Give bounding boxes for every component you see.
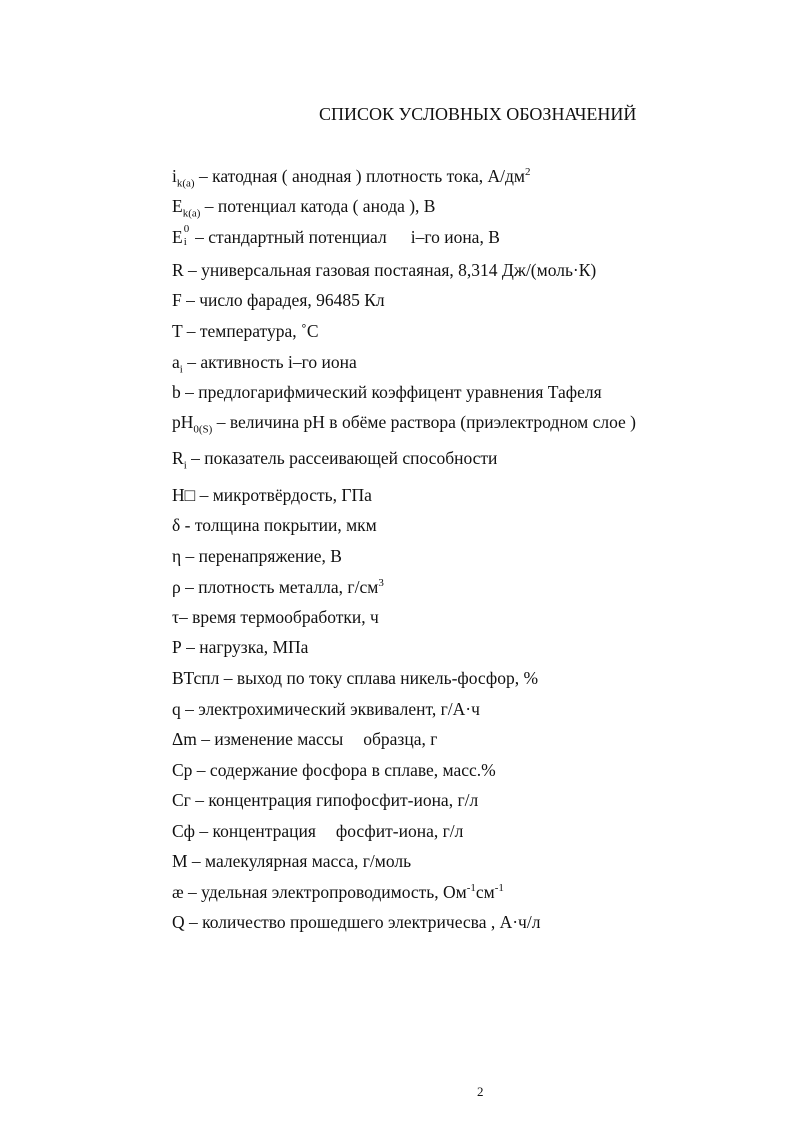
symbol-subscript: k(a) bbox=[176, 177, 195, 190]
symbol-item-ph bbox=[172, 410, 636, 434]
symbol-item-tafel-coefficient: b – предлогарифмический коэффицент уравнения Тафеля bbox=[172, 382, 602, 402]
symbol-description: – величина рН в обёме раствора (приэлектродном слое ) bbox=[212, 412, 637, 432]
symbol-item-phosphite-concentration bbox=[172, 819, 463, 843]
symbol-base: i bbox=[172, 166, 177, 186]
symbol-item-microhardness: H□ – микротвёрдость, ГПа bbox=[172, 485, 372, 505]
symbol-item-temperature: T – температура, ˚C bbox=[172, 321, 319, 341]
symbol-item-faraday: F – число фарадея, 96485 Кл bbox=[172, 290, 385, 310]
symbol-item-current-density bbox=[172, 164, 531, 188]
symbol-description: æ – удельная электропроводимость, Ом bbox=[172, 882, 467, 902]
symbol-subscript: k(a) bbox=[182, 207, 201, 220]
page-number: 2 bbox=[477, 1084, 484, 1099]
symbol-base: E bbox=[172, 227, 183, 247]
page-title: СПИСОК УСЛОВНЫХ ОБОЗНАЧЕНИЙ bbox=[319, 104, 637, 124]
symbol-description: – катодная ( анодная ) плотность тока, А/дм bbox=[194, 166, 526, 186]
symbol-unit-exponent: -1 bbox=[494, 882, 504, 895]
symbol-item-gas-constant: R – универсальная газовая постаяная, 8,314 Дж/(моль·К) bbox=[172, 260, 597, 280]
symbol-item-current-efficiency: ВТспл – выход по току сплава никель-фосфор, % bbox=[172, 668, 539, 688]
symbol-base: a bbox=[172, 352, 180, 372]
symbol-item-hypophosphite-concentration: Cг – концентрация гипофосфит-иона, г/л bbox=[172, 790, 479, 810]
symbol-description-tail: i–го иона, В bbox=[410, 227, 500, 247]
symbol-item-overvoltage: η – перенапряжение, В bbox=[172, 546, 342, 566]
symbol-unit: см bbox=[475, 882, 495, 902]
symbol-subscript: 0(S) bbox=[193, 423, 213, 436]
symbol-item-electrode-potential bbox=[172, 194, 435, 218]
symbol-item-electrochemical-equivalent: q – электрохимический эквивалент, г/А·ч bbox=[172, 699, 480, 719]
symbol-item-thickness: δ - толщина покрытии, мкм bbox=[172, 515, 377, 535]
symbol-item-phosphorus-content: Cp – содержание фосфора в сплаве, масс.% bbox=[172, 760, 496, 780]
symbol-description: Δm – изменение массы bbox=[172, 729, 344, 749]
symbol-subscript: i bbox=[179, 363, 183, 376]
symbol-description: – стандартный потенциал bbox=[190, 227, 387, 247]
symbol-base: E bbox=[172, 196, 183, 216]
symbol-description: Cф – концентрация bbox=[172, 821, 316, 841]
symbol-description: – потенциал катода ( анода ), В bbox=[200, 196, 436, 216]
symbol-subscript: i bbox=[183, 459, 187, 472]
symbol-description-tail: образца, г bbox=[363, 729, 438, 749]
symbol-item-throwing-power bbox=[172, 446, 497, 470]
symbol-item-standard-potential: E 0 i – стандартный потенциал i–го иона, В bbox=[172, 223, 500, 248]
symbol-item-heat-treatment-time: τ– время термообработки, ч bbox=[172, 607, 379, 627]
symbol-item-activity bbox=[172, 350, 357, 374]
symbol-unit-exponent: 3 bbox=[378, 577, 384, 590]
symbol-item-molecular-mass: М – малекулярная масса, г/моль bbox=[172, 851, 412, 871]
symbol-unit-exponent: 2 bbox=[525, 166, 531, 179]
symbol-item-density bbox=[172, 575, 384, 599]
symbol-base: R bbox=[172, 448, 184, 468]
symbol-item-load: Р – нагрузка, МПа bbox=[172, 637, 309, 657]
symbol-unit-exponent: -1 bbox=[466, 882, 476, 895]
symbol-description-tail: фосфит-иона, г/л bbox=[335, 821, 464, 841]
symbol-item-electricity-quantity: Q – количество прошедшего электричесва , А·ч/л bbox=[172, 912, 541, 932]
symbol-description: – активность i–го иона bbox=[182, 352, 357, 372]
symbol-item-conductivity bbox=[172, 880, 504, 904]
symbol-item-mass-change bbox=[172, 727, 437, 751]
symbol-description: – показатель рассеивающей способности bbox=[186, 448, 498, 468]
symbol-description: ρ – плотность металла, г/см bbox=[172, 577, 379, 597]
symbol-base: pH bbox=[172, 412, 194, 432]
